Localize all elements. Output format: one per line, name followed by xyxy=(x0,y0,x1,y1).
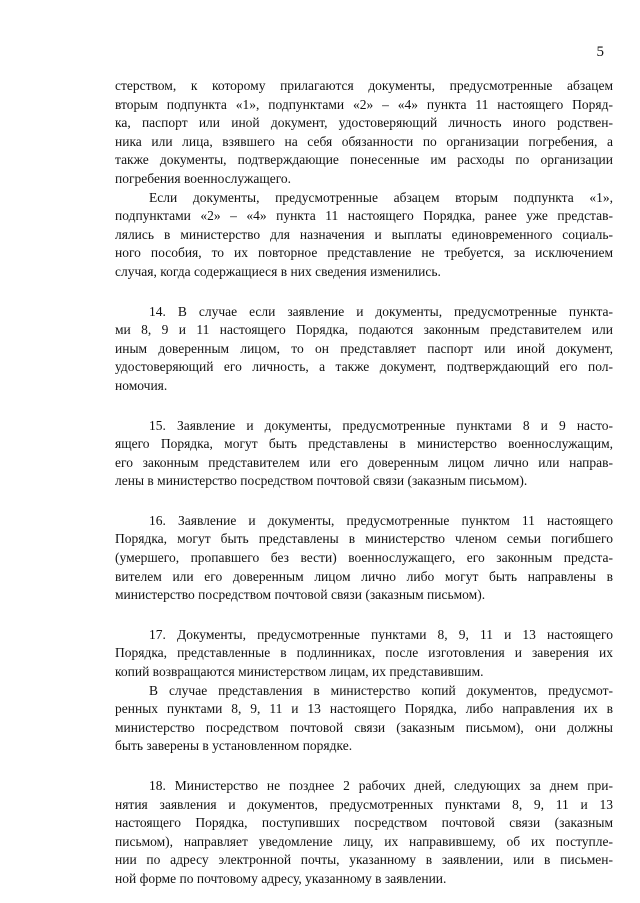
text-line: ренных пунктами 8, 9, 11 и 13 настоящего Порядка, либо направления их в xyxy=(115,701,613,717)
text-line: письмом), направляет уведомление лицу, их направившему, об их поступле- xyxy=(115,833,613,849)
text-line: 15. Заявление и документы, предусмотренные пунктами 8 и 9 насто- xyxy=(149,417,613,433)
text-line: удостоверяющий его личность, а также документ, подтверждающий его пол- xyxy=(115,359,613,375)
text-line: лялись в министерство для назначения и выплаты единовременного социаль- xyxy=(115,226,613,242)
text-line: также документы, подтверждающие понесенные им расходы по организации xyxy=(115,152,613,168)
text-line: вторым подпункта «1», подпунктами «2» – «4» пункта 11 настоящего Поряд- xyxy=(115,96,613,112)
text-line: 14. В случае если заявление и документы, предусмотренные пункта- xyxy=(149,303,613,319)
text-line: быть заверены в установленном порядке. xyxy=(115,738,353,754)
text-line: подпунктами «2» – «4» пункта 11 настоящего Порядка, ранее уже представ- xyxy=(115,208,613,224)
text-line: (умершего, пропавшего без вести) военнослужащего, его законным предста- xyxy=(115,550,613,566)
text-line: 17. Документы, предусмотренные пунктами 8, 9, 11 и 13 настоящего xyxy=(149,626,613,642)
text-line: В случае представления в министерство копий документов, предусмот- xyxy=(149,682,613,698)
paragraph-continuation xyxy=(115,77,613,189)
paragraph-item-14 xyxy=(115,303,613,396)
paragraph-item-18 xyxy=(115,777,613,889)
text-line: Если документы, предусмотренные абзацем вторым подпункта «1», xyxy=(149,189,613,205)
text-line: Порядка, могут быть представлены в министерство членом семьи погибшего xyxy=(115,531,613,547)
text-line: его законным представителем или его доверенным лицом лично или направ- xyxy=(115,454,613,470)
text-line: иным доверенным лицом, то он представляет паспорт или иной документ, xyxy=(115,340,613,356)
text-line: копий возвращаются министерством лицам, их представившим. xyxy=(115,664,484,680)
text-line: номочия. xyxy=(115,377,168,393)
text-line: Порядка, представленные в подлинниках, после изготовления и заверения их xyxy=(115,645,613,661)
text-line: нятия заявления и документов, предусмотренных пунктами 8, 9, 11 и 13 xyxy=(115,796,613,812)
text-line: ящего Порядка, могут быть представлены в министерство военнослужащим, xyxy=(115,436,613,452)
text-line: ной форме по почтовому адресу, указанному в заявлении. xyxy=(115,870,447,886)
text-line: 18. Министерство не позднее 2 рабочих дней, следующих за днем при- xyxy=(149,778,613,793)
text-line: ми 8, 9 и 11 настоящего Порядка, подаются законным представителем или xyxy=(115,322,613,338)
text-line: стерством, к которому прилагаются документы, предусмотренные абзацем xyxy=(115,78,613,93)
paragraph-copies-certification xyxy=(115,682,613,756)
paragraph-documents-previously-submitted xyxy=(115,189,613,282)
text-line: настоящего Порядка, поступивших посредством почтовой связи (заказным xyxy=(115,815,613,831)
paragraph-item-16 xyxy=(115,512,613,605)
text-line: нии по адресу электронной почты, указанному в заявлении, или в письмен- xyxy=(115,852,613,868)
text-line: вителем или его доверенным лицом лично либо могут быть направлены в xyxy=(115,568,613,584)
paragraph-item-15 xyxy=(115,417,613,491)
page-number: 5 xyxy=(596,44,604,60)
text-line: ка, паспорт или иной документ, удостоверяющий личность иного родствен- xyxy=(115,115,613,131)
text-line: ного пособия, то их повторное представление не требуется, за исключением xyxy=(115,245,613,261)
text-line: ника или лица, взявшего на себя обязанности по организации погребения, а xyxy=(115,133,613,149)
text-line: министерство посредством почтовой связи (заказным письмом). xyxy=(115,587,486,603)
text-line: погребения военнослужащего. xyxy=(115,170,292,186)
text-line: случая, когда содержащиеся в них сведения изменились. xyxy=(115,263,441,279)
text-line: 16. Заявление и документы, предусмотренные пунктом 11 настоящего xyxy=(149,512,613,528)
text-line: лены в министерство посредством почтовой связи (заказным письмом). xyxy=(115,473,528,489)
document-body xyxy=(115,77,613,889)
paragraph-item-17 xyxy=(115,626,613,682)
text-line: министерство посредством почтовой связи (заказным письмом), они должны xyxy=(115,719,613,735)
